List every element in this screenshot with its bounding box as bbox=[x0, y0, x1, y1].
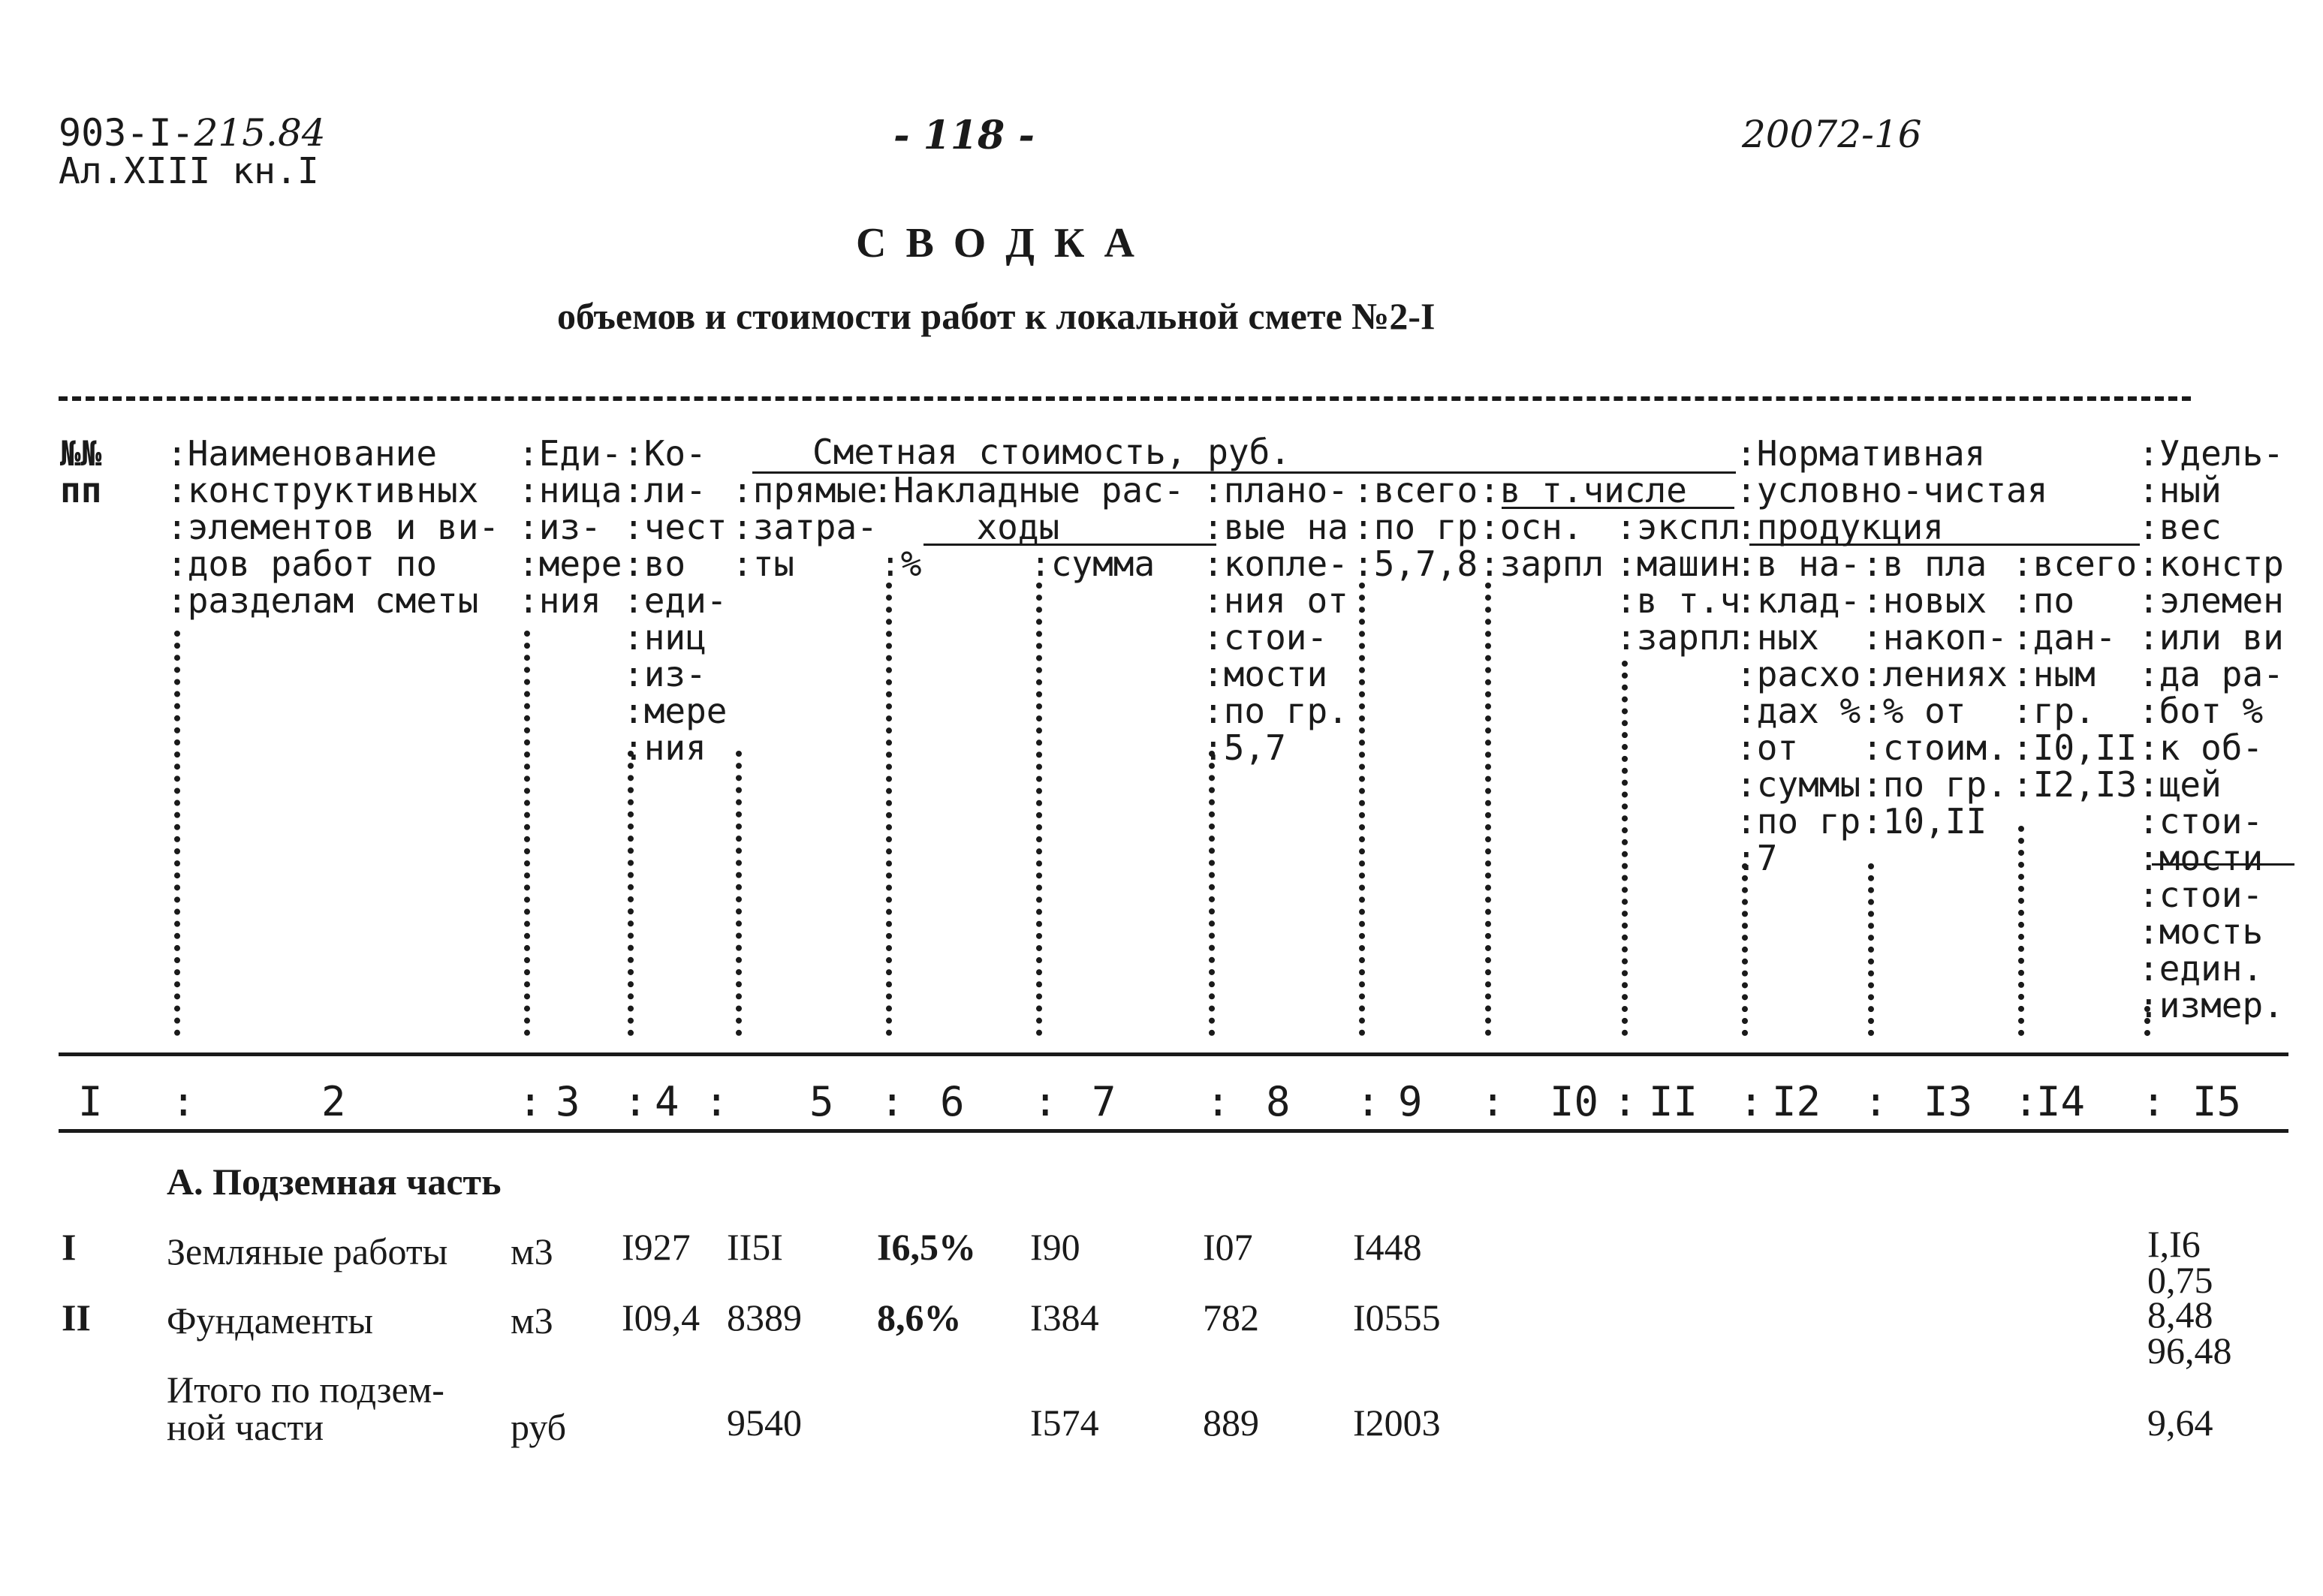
nakladnye-header: :Накладные рас- ходы bbox=[872, 470, 1185, 547]
column-number-separator: : bbox=[704, 1078, 729, 1125]
row-overhead-percent: 8,6% bbox=[877, 1296, 962, 1339]
column-number-separator: : bbox=[518, 1078, 543, 1125]
row-total: I448 bbox=[1353, 1226, 1422, 1268]
row-direct-costs: II5I bbox=[727, 1226, 783, 1268]
row-name: Фундаменты bbox=[167, 1299, 373, 1342]
col7-header: :сумма bbox=[1030, 544, 1155, 584]
row-direct-costs: 8389 bbox=[727, 1296, 802, 1339]
column-number-separator: : bbox=[1739, 1078, 1764, 1125]
col14-header: :всего :по :дан- :ным :гр. :I0,II :I2,I3 bbox=[2012, 544, 2138, 805]
col10-header: :осн. :зарпл bbox=[1479, 507, 1604, 584]
col11-header: :экспл :машин :в т.ч :зарпл bbox=[1616, 507, 1741, 658]
col9-header: :всего :по гр :5,7,8 bbox=[1353, 470, 1478, 584]
column-number-separator: : bbox=[2141, 1078, 2166, 1125]
col13-header: :в пла :новых :накоп- :лениях :% от :стоим. :по гр. :10,II bbox=[1862, 544, 2008, 842]
page-number: - 118 - bbox=[893, 113, 1035, 158]
total-unit: руб bbox=[511, 1406, 567, 1448]
col12-header: :в на- :клад- :ных :расхо :дах % :от :суммы :по гр :7 bbox=[1736, 544, 1861, 878]
row-unit: м3 bbox=[511, 1299, 553, 1342]
column-number-label: 8 bbox=[1266, 1078, 1291, 1125]
col15-underline bbox=[2152, 863, 2294, 866]
column-separator bbox=[1359, 583, 1365, 1036]
column-number-label: I bbox=[78, 1078, 103, 1125]
column-separator bbox=[1209, 751, 1215, 1036]
row-overhead-sum: I384 bbox=[1030, 1296, 1099, 1339]
column-number-label: 4 bbox=[655, 1078, 679, 1125]
column-number-label: 6 bbox=[940, 1078, 965, 1125]
row-number: I bbox=[62, 1226, 77, 1268]
column-separator bbox=[1742, 863, 1748, 1036]
row-overhead-sum: I90 bbox=[1030, 1226, 1080, 1268]
column-number-label: 7 bbox=[1092, 1078, 1116, 1125]
row-unit: м3 bbox=[511, 1230, 553, 1272]
document-code-handwritten: 215.84 bbox=[194, 111, 326, 155]
column-separator bbox=[1868, 863, 1874, 1036]
column-separator bbox=[736, 751, 742, 1036]
total-sum: I2003 bbox=[1353, 1402, 1441, 1444]
document-code bbox=[59, 111, 326, 155]
total-name-line2: ной части bbox=[167, 1406, 324, 1448]
normativ-header: :Нормативная :условно-чистая :продукция bbox=[1736, 433, 2048, 547]
column-number-label: 3 bbox=[556, 1078, 580, 1125]
row-number: II bbox=[62, 1296, 91, 1339]
col1-header: №№ пп bbox=[60, 433, 102, 510]
column-number-separator: : bbox=[171, 1078, 196, 1125]
document-title: С В О Д К А bbox=[856, 220, 1139, 267]
column-number-separator: : bbox=[880, 1078, 905, 1125]
col2-header: :Наименование :конструктивных :элементов и ви- :дов работ по :разделам сметы bbox=[167, 433, 500, 621]
top-rule bbox=[59, 396, 2191, 401]
row-overhead-percent: I6,5% bbox=[877, 1226, 976, 1268]
document-subtitle: объемов и стоимости работ к локальной смете №2-I bbox=[557, 295, 1436, 337]
col15-header: :Удель- :ный :вес :констр :элемен :или ви :да ра- :бот % :к об- :щей :стои- :мости :стои- :мость :един. :измер. bbox=[2138, 433, 2284, 1025]
total-direct-costs: 9540 bbox=[727, 1402, 802, 1444]
column-separator bbox=[174, 631, 180, 1036]
row-planned-savings: I07 bbox=[1203, 1226, 1253, 1268]
column-separator bbox=[1485, 583, 1491, 1036]
column-separator bbox=[1036, 583, 1042, 1036]
column-number-separator: : bbox=[1481, 1078, 1505, 1125]
row-name: Земляные работы bbox=[167, 1230, 448, 1272]
row-planned-savings: 782 bbox=[1203, 1296, 1259, 1339]
section-title: А. Подземная часть bbox=[167, 1161, 502, 1203]
row-share: 8,48 bbox=[2147, 1293, 2213, 1336]
column-number-separator: : bbox=[2014, 1078, 2038, 1125]
column-number-label: I0 bbox=[1550, 1078, 1599, 1125]
column-separator bbox=[628, 751, 634, 1036]
smetnaya-stoimost-header: Сметная стоимость, руб. bbox=[812, 432, 1291, 472]
column-number-separator: : bbox=[1356, 1078, 1381, 1125]
document-code-printed: 903-I- bbox=[59, 111, 194, 155]
registration-number: 20072-16 bbox=[1742, 113, 1922, 156]
row-quantity: I09,4 bbox=[622, 1296, 701, 1339]
column-number-label: 9 bbox=[1398, 1078, 1423, 1125]
column-number-label: I2 bbox=[1772, 1078, 1821, 1125]
column-number-separator: : bbox=[1206, 1078, 1231, 1125]
col6-header: :% bbox=[880, 544, 922, 584]
v-tom-chisle-header: :в т.числе bbox=[1479, 470, 1687, 510]
col5-header: :прямые :затра- :ты bbox=[732, 470, 878, 584]
total-share: 9,64 bbox=[2147, 1402, 2213, 1444]
album-reference: Ал.XIII кн.I bbox=[59, 150, 319, 192]
column-number-separator: : bbox=[1033, 1078, 1058, 1125]
header-bottom-rule bbox=[59, 1052, 2288, 1056]
column-number-label: 5 bbox=[809, 1078, 834, 1125]
column-separator bbox=[524, 631, 530, 1036]
row-unit-cost: 96,48 bbox=[2147, 1329, 2232, 1372]
col3-header: :Еди- :ница :из- :мере :ния bbox=[518, 433, 622, 621]
column-number-label: 2 bbox=[321, 1078, 346, 1125]
column-number-separator: : bbox=[1613, 1078, 1638, 1125]
total-overhead-sum: I574 bbox=[1030, 1402, 1099, 1444]
column-separator bbox=[1622, 661, 1628, 1036]
column-number-label: I5 bbox=[2192, 1078, 2242, 1125]
column-numbers-rule bbox=[59, 1129, 2288, 1133]
column-separator bbox=[2144, 1006, 2150, 1036]
row-quantity: I927 bbox=[622, 1226, 691, 1268]
column-separator bbox=[2018, 826, 2024, 1036]
column-number-label: II bbox=[1649, 1078, 1698, 1125]
total-planned-savings: 889 bbox=[1203, 1402, 1259, 1444]
row-unit-cost: 0,75 bbox=[2147, 1259, 2213, 1301]
column-number-separator: : bbox=[1864, 1078, 1888, 1125]
row-share: I,I6 bbox=[2147, 1223, 2201, 1265]
column-number-label: I4 bbox=[2036, 1078, 2086, 1125]
total-name-line1: Итого по подзем- bbox=[167, 1369, 444, 1411]
col4-header: :Ко- :ли- :чест :во :еди- :ниц :из- :мере :ния bbox=[623, 433, 728, 768]
column-separator bbox=[886, 583, 892, 1036]
column-number-separator: : bbox=[623, 1078, 648, 1125]
col8-header: :плано- :вые на :копле- :ния от :стои- :мости :по гр. :5,7 bbox=[1203, 470, 1348, 768]
row-total: I0555 bbox=[1353, 1296, 1441, 1339]
column-number-label: I3 bbox=[1924, 1078, 1973, 1125]
